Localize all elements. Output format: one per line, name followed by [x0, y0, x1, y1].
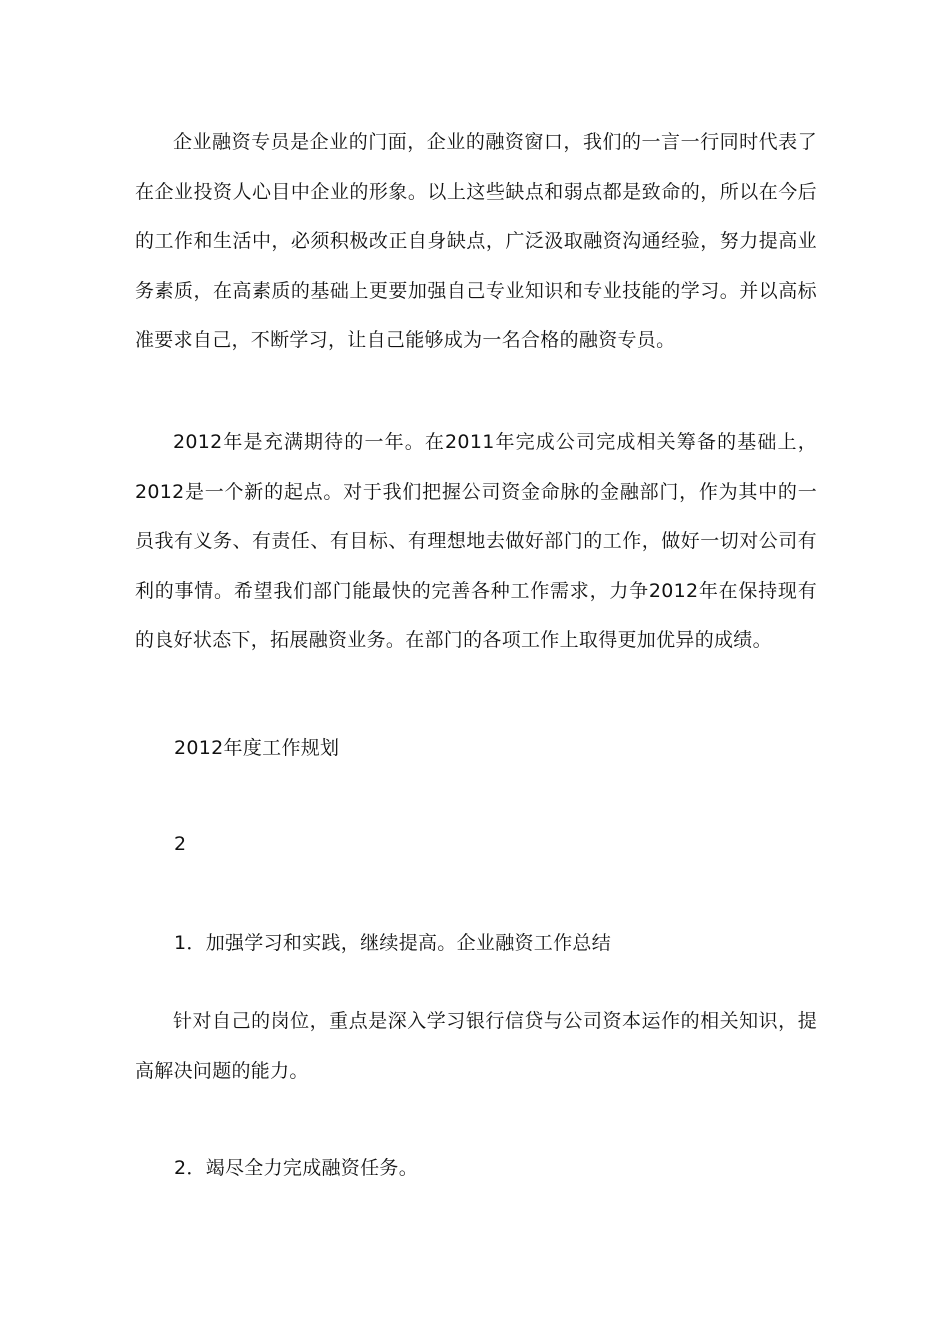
- section-number: 2: [174, 833, 187, 855]
- paragraph-financing-specialist: 企业融资专员是企业的门面，企业的融资窗口，我们的一言一行同时代表了在企业投资人心目中企业的形象。以上这些缺点和弱点都是致命的，所以在今后的工作和生活中，必须积极改正自身缺点，广泛汲取融资沟通经验，努力提高业务素质，在高素质的基础上更要加强自己专业知识和专业技能的学习。并以高标准要求自己，不断学习，让自己能够成为一名合格的融资专员。: [135, 131, 817, 351]
- item-2-title: 2．竭尽全力完成融资任务。: [174, 1157, 418, 1179]
- item-1-title: 1．加强学习和实践，继续提高。企业融资工作总结: [174, 932, 611, 954]
- item-1-body: 针对自己的岗位，重点是深入学习银行信贷与公司资本运作的相关知识，提高解决问题的能力。: [135, 1010, 817, 1082]
- plan-heading: 2012年度工作规划: [174, 737, 340, 759]
- paragraph-2012-outlook: 2012年是充满期待的一年。在2011年完成公司完成相关筹备的基础上，2012是一个新的起点。对于我们把握公司资金命脉的金融部门，作为其中的一员我有义务、有责任、有目标、有理想地去做好部门的工作，做好一切对公司有利的事情。希望我们部门能最快的完善各种工作需求，力争2012年在保持现有的良好状态下，拓展融资业务。在部门的各项工作上取得更加优异的成绩。: [135, 431, 817, 651]
